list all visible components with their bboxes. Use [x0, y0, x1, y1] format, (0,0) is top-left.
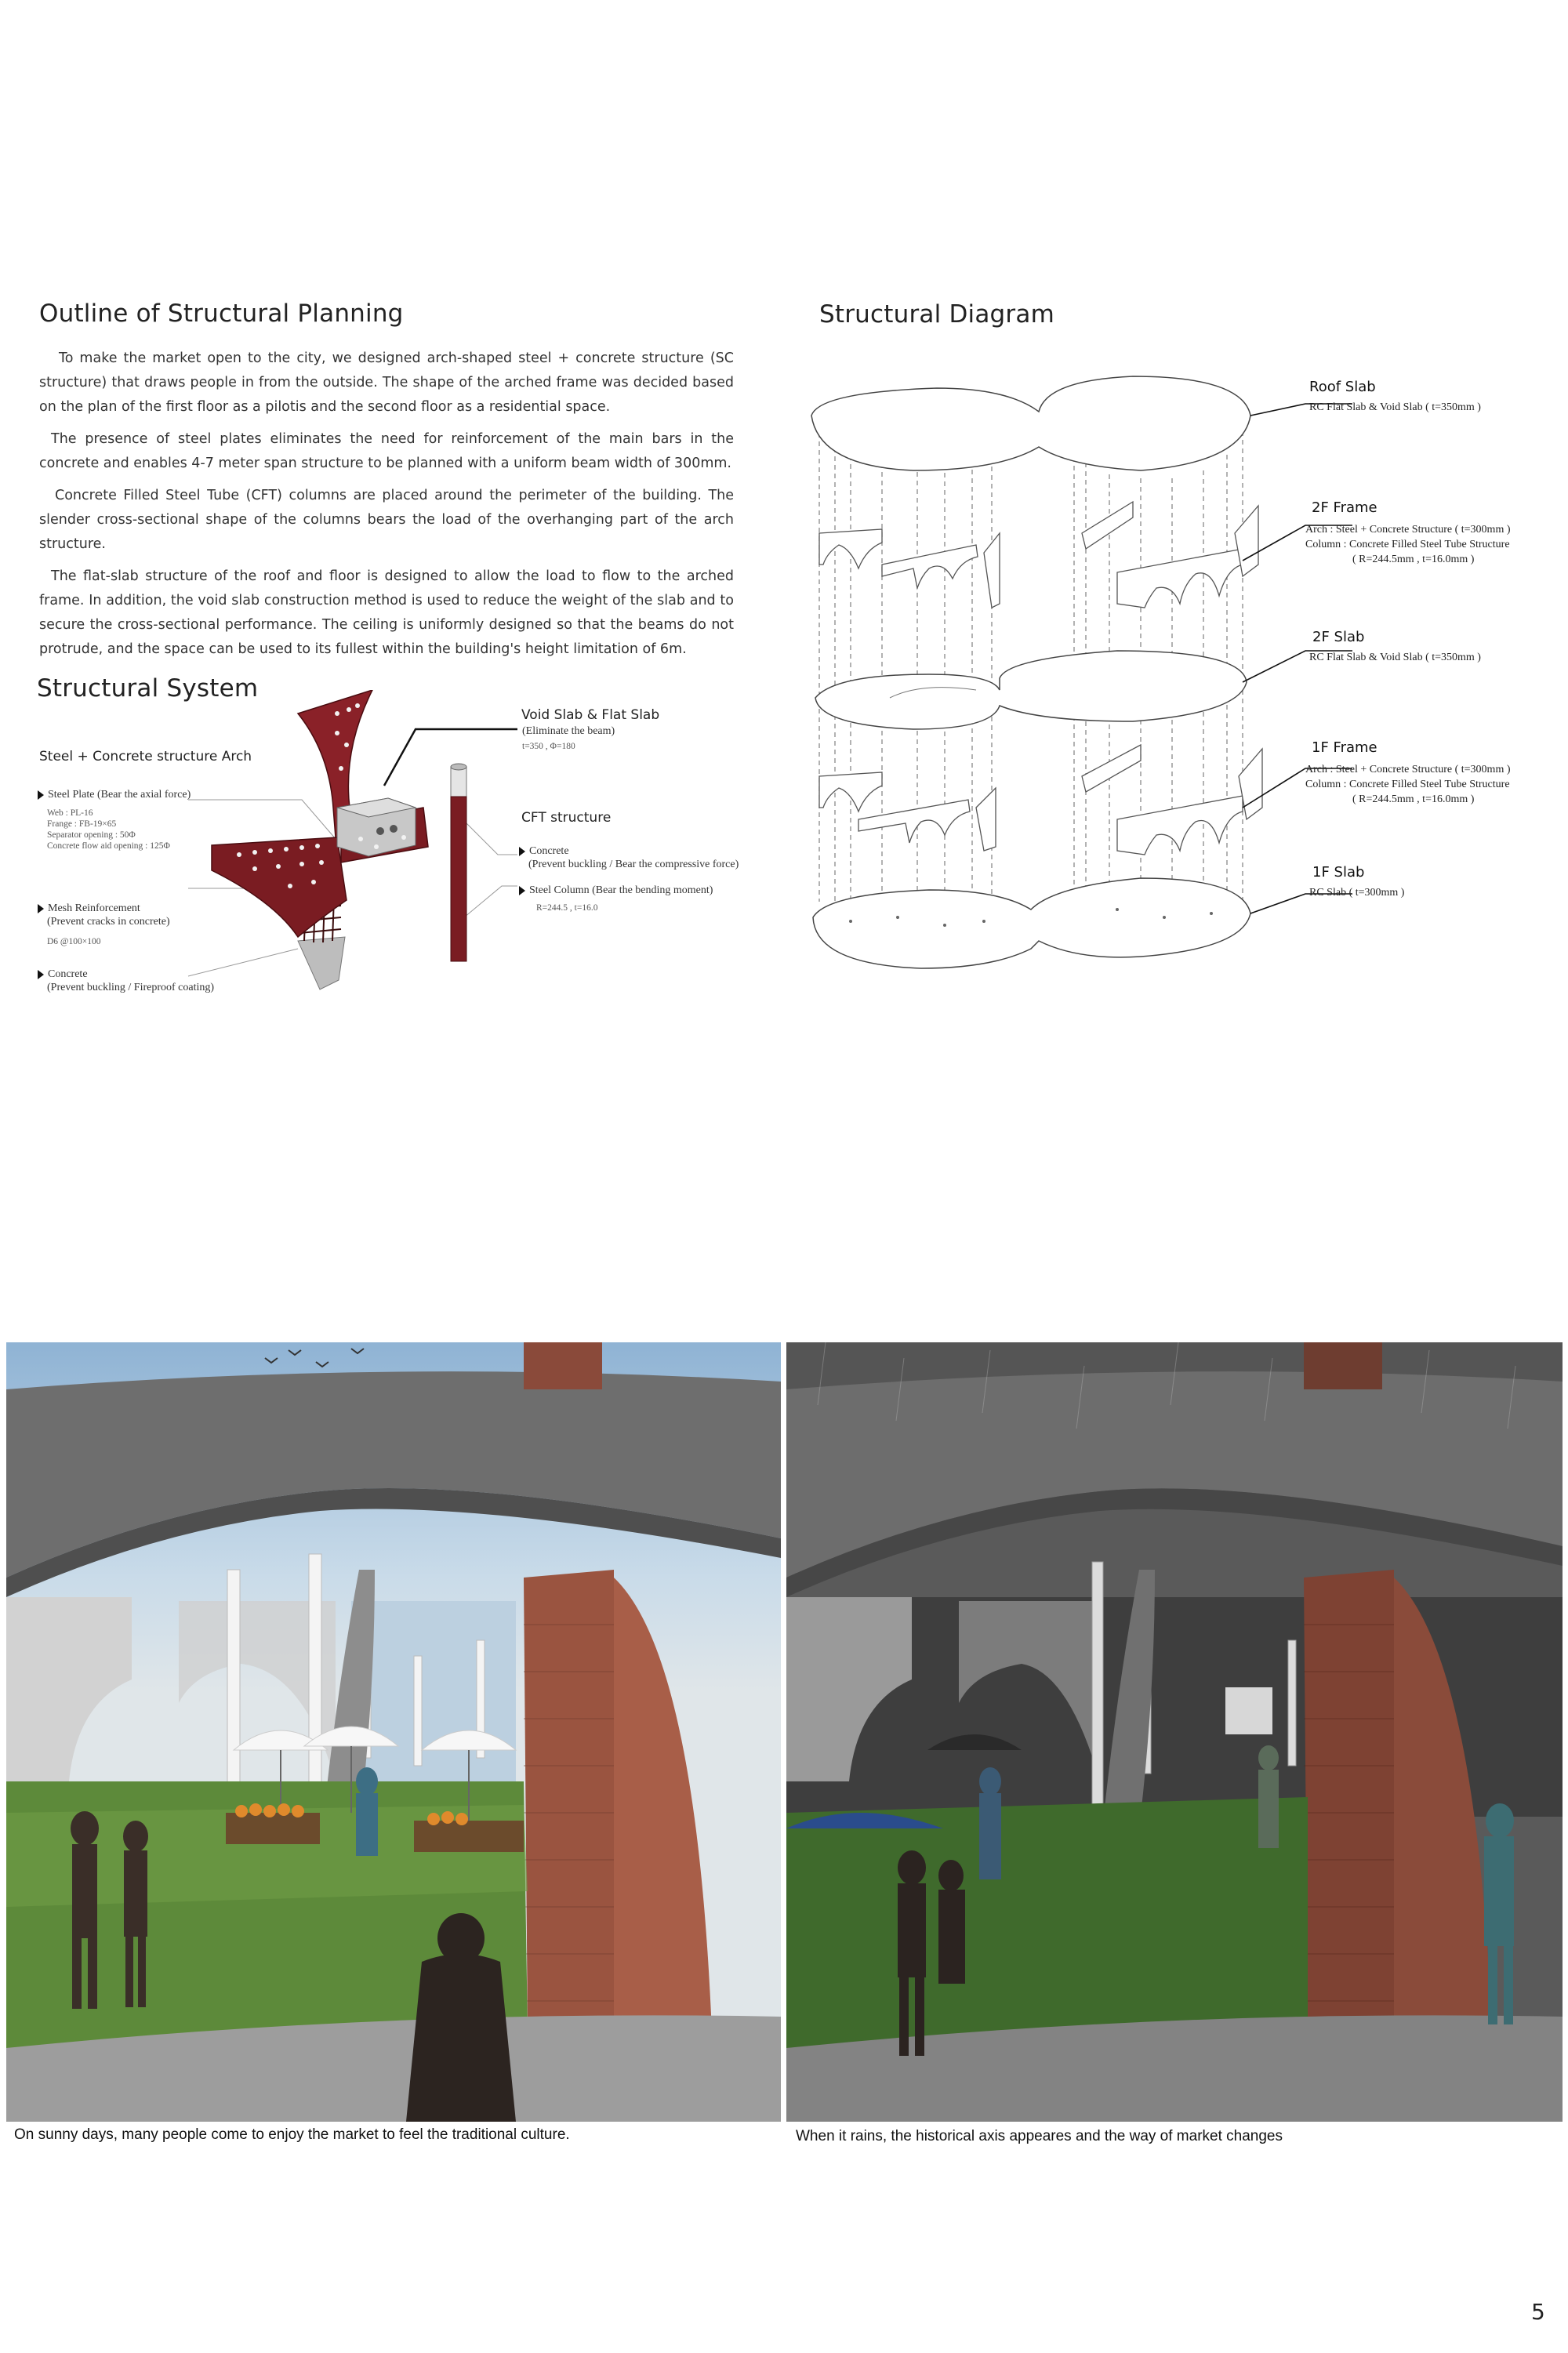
void-slab-spec: t=350 , Φ=180 — [522, 742, 575, 751]
arrow-icon — [38, 970, 44, 979]
sunny-market-rendering — [6, 1342, 781, 2122]
diagram-title: Structural Diagram — [819, 300, 1054, 329]
cft-column-spec: R=244.5 , t=16.0 — [536, 903, 598, 913]
sunny-scene-illustration — [6, 1342, 781, 2122]
arrow-icon — [519, 847, 525, 856]
steel-plate-label: Steel Plate (Bear the axial force) — [38, 788, 191, 801]
rainy-scene-illustration — [786, 1342, 1563, 2122]
cft-column-label: Steel Column (Bear the bending moment) — [519, 884, 713, 897]
mesh-label: Mesh Reinforcement (Prevent cracks in concrete) — [38, 902, 170, 928]
arrow-icon — [38, 904, 44, 913]
layer-2f-frame: 2F Frame Arch : Steel + Concrete Structure ( t=300mm ) Column : Concrete Filled Steel Tube Structure ( R=244.5mm , t=16.0mm ) — [1305, 499, 1511, 565]
steel-plate-specs: Web : PL-16 Frange : FB-19×65 Separator opening : 50Φ Concrete flow aid opening : 125Φ — [47, 808, 170, 851]
sunny-caption: On sunny days, many people come to enjoy the market to feel the traditional culture. — [14, 2126, 570, 2143]
cft-label: CFT structure — [521, 810, 612, 826]
outline-paragraph-4: The flat-slab structure of the roof and floor is designed to allow the load to flow to the arched frame. In addition, the void slab construction method is used to reduce the weight of the slab and to secure the cross-sectional performance. The ceiling is uniformly designed so that the beams do not protrude, and the space can be used to its fullest within the building's height limitation of 6m. — [39, 568, 734, 657]
layer-1f-slab: 1F Slab RC Slab ( t=300mm ) — [1309, 864, 1405, 899]
outline-text — [39, 347, 734, 662]
structural-diagram-illustration — [804, 369, 1352, 988]
rainy-caption: When it rains, the historical axis appeares and the way of market changes — [796, 2128, 1283, 2144]
concrete-label: Concrete (Prevent buckling / Fireproof coating) — [38, 968, 214, 994]
void-slab-label: Void Slab & Flat Slab — [521, 707, 660, 723]
arch-structure-illustration — [180, 690, 517, 1004]
cft-concrete-label: Concrete (Prevent buckling / Bear the compressive force) — [519, 844, 739, 871]
arrow-icon — [38, 790, 44, 800]
outline-paragraph-3: Concrete Filled Steel Tube (CFT) columns are placed around the perimeter of the building. The slender cross-sectional shape of the columns bears the load of the overhanging part of the arch structure. — [39, 488, 734, 552]
layer-2f-slab: 2F Slab RC Flat Slab & Void Slab ( t=350mm ) — [1309, 629, 1481, 663]
layer-1f-frame: 1F Frame Arch : Steel + Concrete Structure ( t=300mm ) Column : Concrete Filled Steel Tube Structure ( R=244.5mm , t=16.0mm ) — [1305, 739, 1511, 805]
outline-title: Outline of Structural Planning — [39, 300, 404, 328]
page-number: 5 — [1531, 2299, 1545, 2325]
outline-paragraph-2: The presence of steel plates eliminates the need for reinforcement of the main bars in the concrete and enables 4-7 meter span structure to be planned with a uniform beam width of 300mm. — [39, 431, 734, 471]
arch-title: Steel + Concrete structure Arch — [39, 749, 252, 764]
rainy-market-rendering — [786, 1342, 1563, 2122]
arrow-icon — [519, 886, 525, 895]
mesh-spec: D6 @100×100 — [47, 937, 101, 946]
layer-roof-slab: Roof Slab RC Flat Slab & Void Slab ( t=350mm ) — [1309, 379, 1481, 413]
outline-paragraph-1: To make the market open to the city, we designed arch-shaped steel + concrete structure (SC structure) that draws people in from the outside. The shape of the arched frame was decided based on the plan of the first floor as a pilotis and the second floor as a residential space. — [39, 350, 734, 415]
system-title: Structural System — [37, 674, 259, 703]
void-slab-sub: (Eliminate the beam) — [522, 725, 615, 737]
